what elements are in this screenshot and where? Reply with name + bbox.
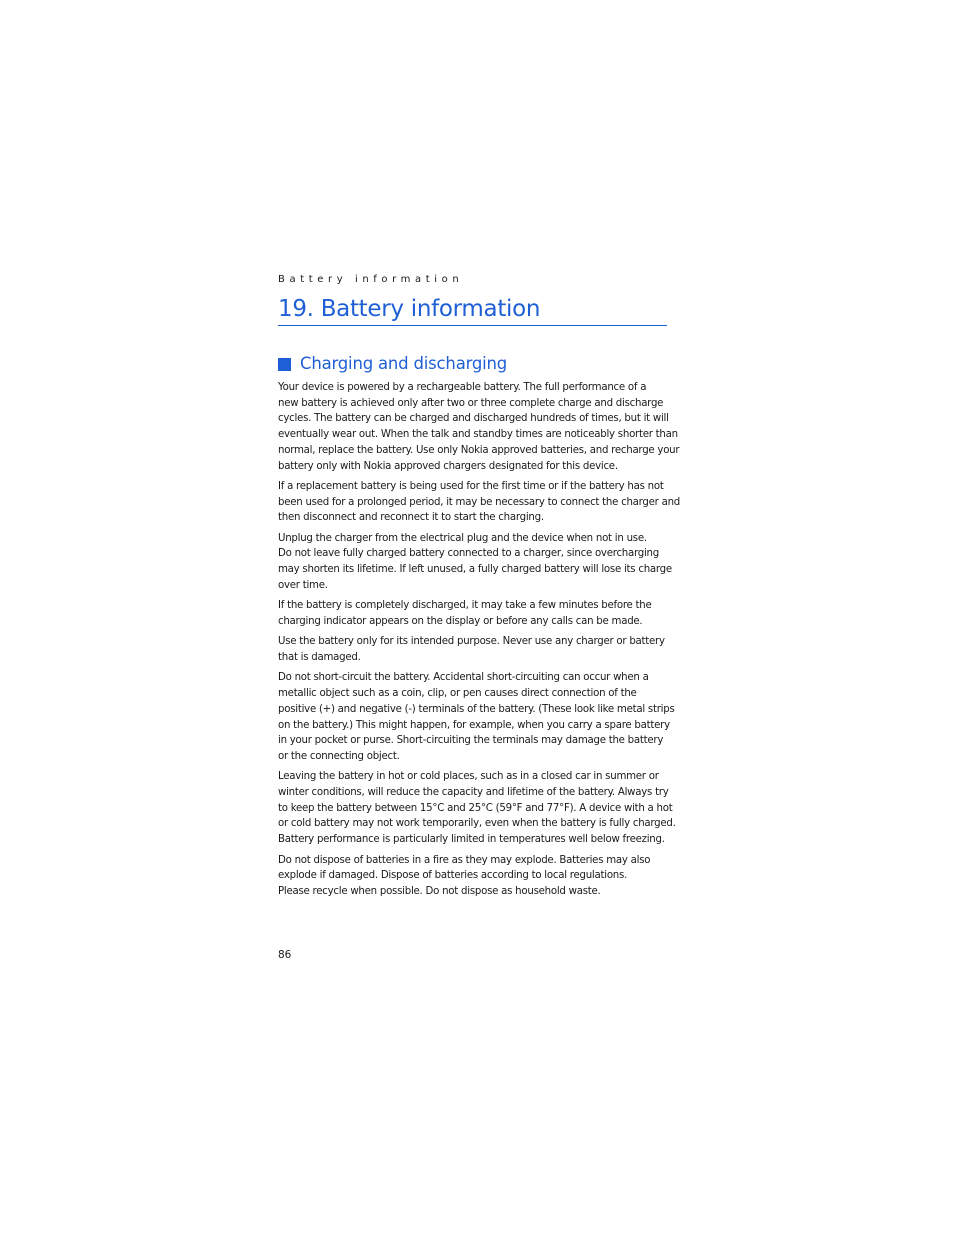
text-line: Please recycle when possible. Do not dispose as household waste. [278,885,601,897]
text-line: to keep the battery between 15°C and 25°C (59°F and 77°F). A device with a hot [278,802,673,814]
text-line: Do not leave fully charged battery connected to a charger, since overcharging [278,548,659,560]
page-number: 86 [278,949,292,961]
text-line: may shorten its lifetime. If left unused, a fully charged battery will lose its charge [278,564,672,576]
running-header: Battery information [278,274,464,285]
text-line: Do not short-circuit the battery. Accidental short-circuiting can occur when a [278,672,649,684]
paragraph [278,769,676,848]
text-line: cycles. The battery can be charged and discharged hundreds of times, but it will [278,413,669,425]
text-line: in your pocket or purse. Short-circuiting the terminals may damage the battery [278,735,664,747]
text-line: Leaving the battery in hot or cold places, such as in a closed car in summer or [278,771,659,783]
paragraph [278,479,680,526]
text-line: metallic object such as a coin, clip, or pen causes direct connection of the [278,688,637,700]
text-line: Do not dispose of batteries in a fire as they may explode. Batteries may also [278,854,651,866]
paragraph [278,853,670,900]
text-line: If a replacement battery is being used for the first time or if the battery has not [278,480,664,492]
text-line: on the battery.) This might happen, for example, when you carry a spare battery [278,719,670,731]
chapter-title: 19. Battery information [278,296,667,326]
text-line: positive (+) and negative (-) terminals of the battery. (These look like metal strips [278,703,675,715]
text-line: eventually wear out. When the talk and standby times are noticeably shorter than [278,429,678,441]
text-line: Your device is powered by a rechargeable battery. The full performance of a [278,382,647,393]
text-line: Battery performance is particularly limited in temperatures well below freezing. [278,834,665,846]
text-line: new battery is achieved only after two or three complete charge and discharge [278,397,664,409]
text-line: normal, replace the battery. Use only Nokia approved batteries, and recharge your [278,444,680,456]
text-line: or cold battery may not work temporarily, even when the battery is fully charged. [278,818,676,830]
text-line: Unplug the charger from the electrical plug and the device when not in use. [278,532,647,544]
square-bullet-icon [278,358,291,371]
section-title: Charging and discharging [300,354,508,373]
text-line: over time. [278,579,328,591]
paragraph [278,670,675,764]
section-heading [278,354,507,373]
text-line: explode if damaged. Dispose of batteries according to local regulations. [278,870,628,882]
paragraph [278,531,670,594]
text-line: then disconnect and reconnect it to start the charging. [278,512,544,524]
paragraph [278,634,670,665]
text-line: winter conditions, will reduce the capacity and lifetime of the battery. Always try [278,787,669,798]
text-line: that is damaged. [278,652,361,663]
paragraph [278,380,680,474]
text-line: Use the battery only for its intended purpose. Never use any charger or battery [278,636,665,648]
text-line: or the connecting object. [278,750,400,762]
text-line: charging indicator appears on the display or before any calls can be made. [278,615,643,627]
text-line: battery only with Nokia approved chargers designated for this device. [278,460,618,472]
text-line: been used for a prolonged period, it may be necessary to connect the charger and [278,496,680,508]
body-text [278,380,680,904]
text-line: If the battery is completely discharged, it may take a few minutes before the [278,600,652,612]
paragraph [278,598,670,629]
